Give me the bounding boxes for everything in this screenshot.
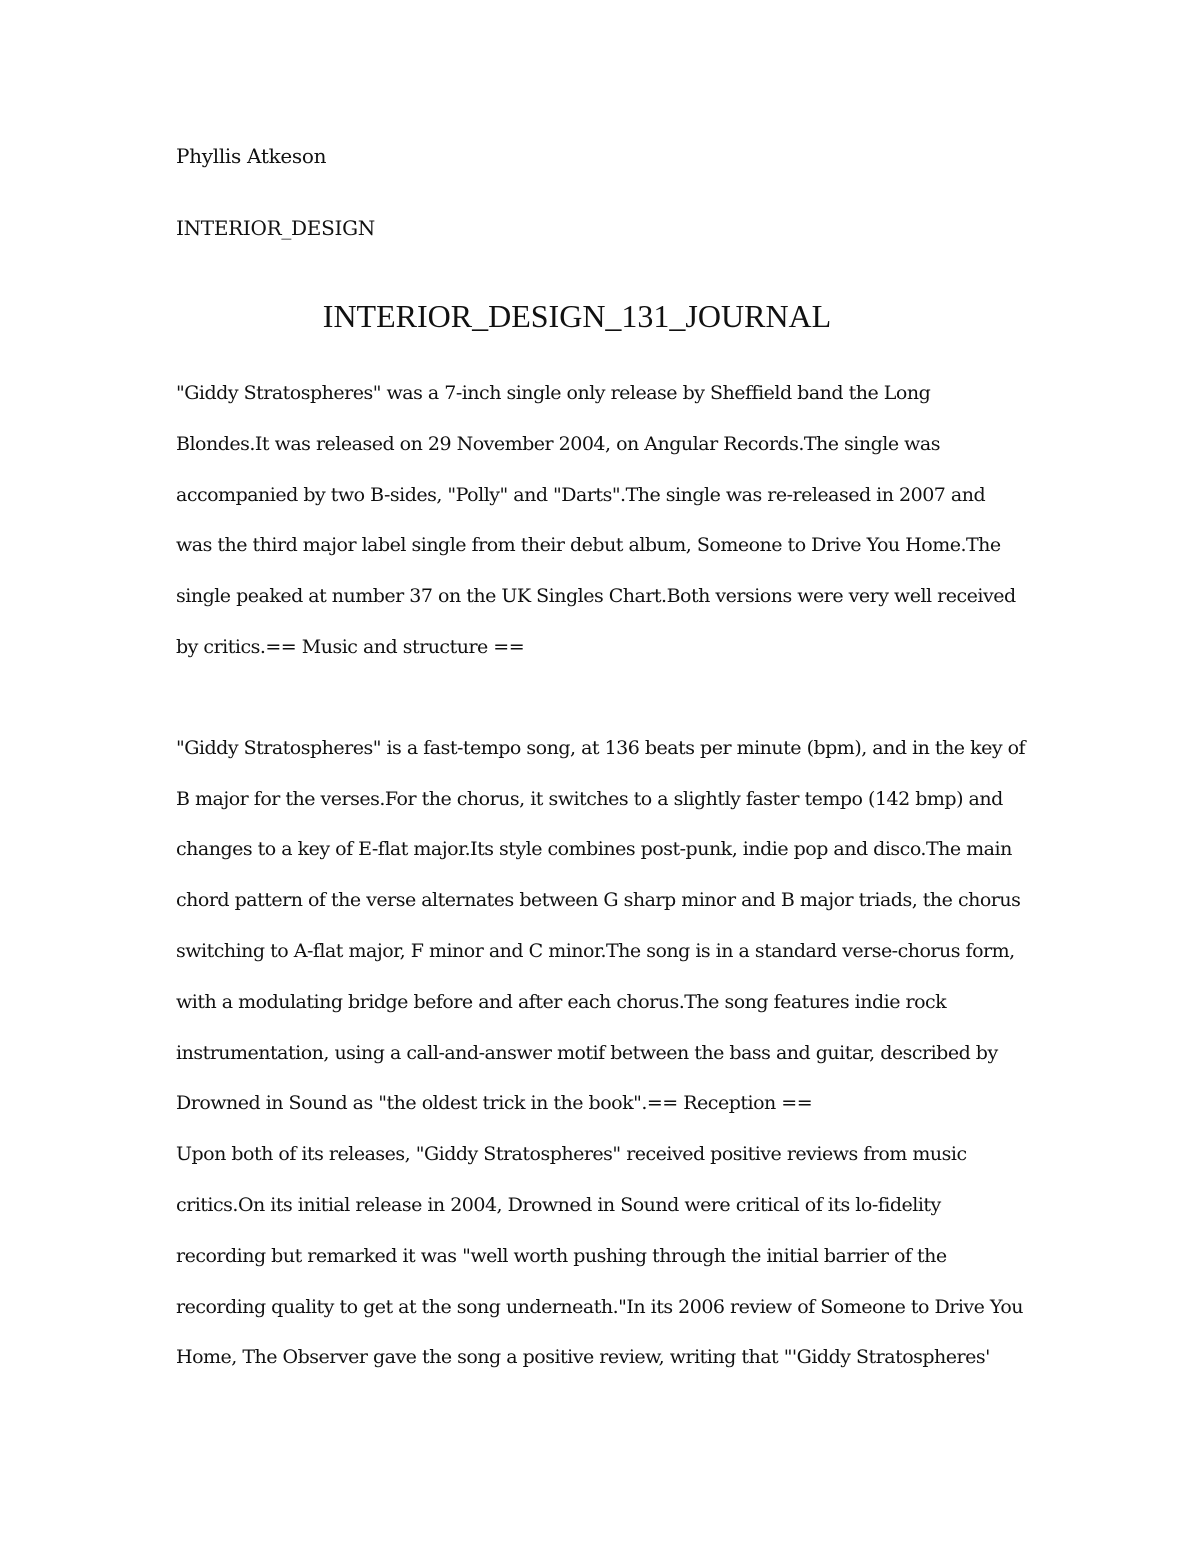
body-paragraph: "Giddy Stratospheres" is a fast-tempo song, at 136 beats per minute (bpm), and in the key of B major for the verses.For the chorus, it switches to a slightly faster tempo (142 bmp) and changes to a key of E-flat major.Its style combines post-punk, indie pop and disco.The main chord pattern of the verse alternates between G sharp minor and B major triads, the chorus switching to A-flat major, F minor and C minor.The song is in a standard verse-chorus form, with a modulating bridge before and after each chorus.The song features indie rock instrumentation, using a call-and-answer motif between the bass and guitar, described by Drowned in Sound as "the oldest trick in the book".== Reception ==: [176, 736, 1026, 1115]
body-paragraph: Upon both of its releases, "Giddy Stratospheres" received positive reviews from music critics.On its initial release in 2004, Drowned in Sound were critical of its lo-fidelity recording but remarked it was "well worth pushing through the initial barrier of the recording quality to get at the song underneath."In its 2006 review of Someone to Drive You Home, The Observer gave the song a positive review, writing that "'Giddy Stratospheres': [176, 1143, 1023, 1369]
body-paragraph: "Giddy Stratospheres" was a 7-inch single only release by Sheffield band the Long Blondes.It was released on 29 November 2004, on Angular Records.The single was accompanied by two B-sides, "Polly" and "Darts".The single was re-released in 2007 and was the third major label single from their debut album, Someone to Drive You Home.The single peaked at number 37 on the UK Singles Chart.Both versions were very well received by critics.== Music and structure ==: [176, 382, 1016, 658]
document-title: INTERIOR_DESIGN_131_JOURNAL: [322, 298, 832, 334]
author-name: Phyllis Atkeson: [176, 144, 327, 168]
document-page: [176, 128, 1026, 1383]
course-name: INTERIOR_DESIGN: [176, 216, 375, 240]
